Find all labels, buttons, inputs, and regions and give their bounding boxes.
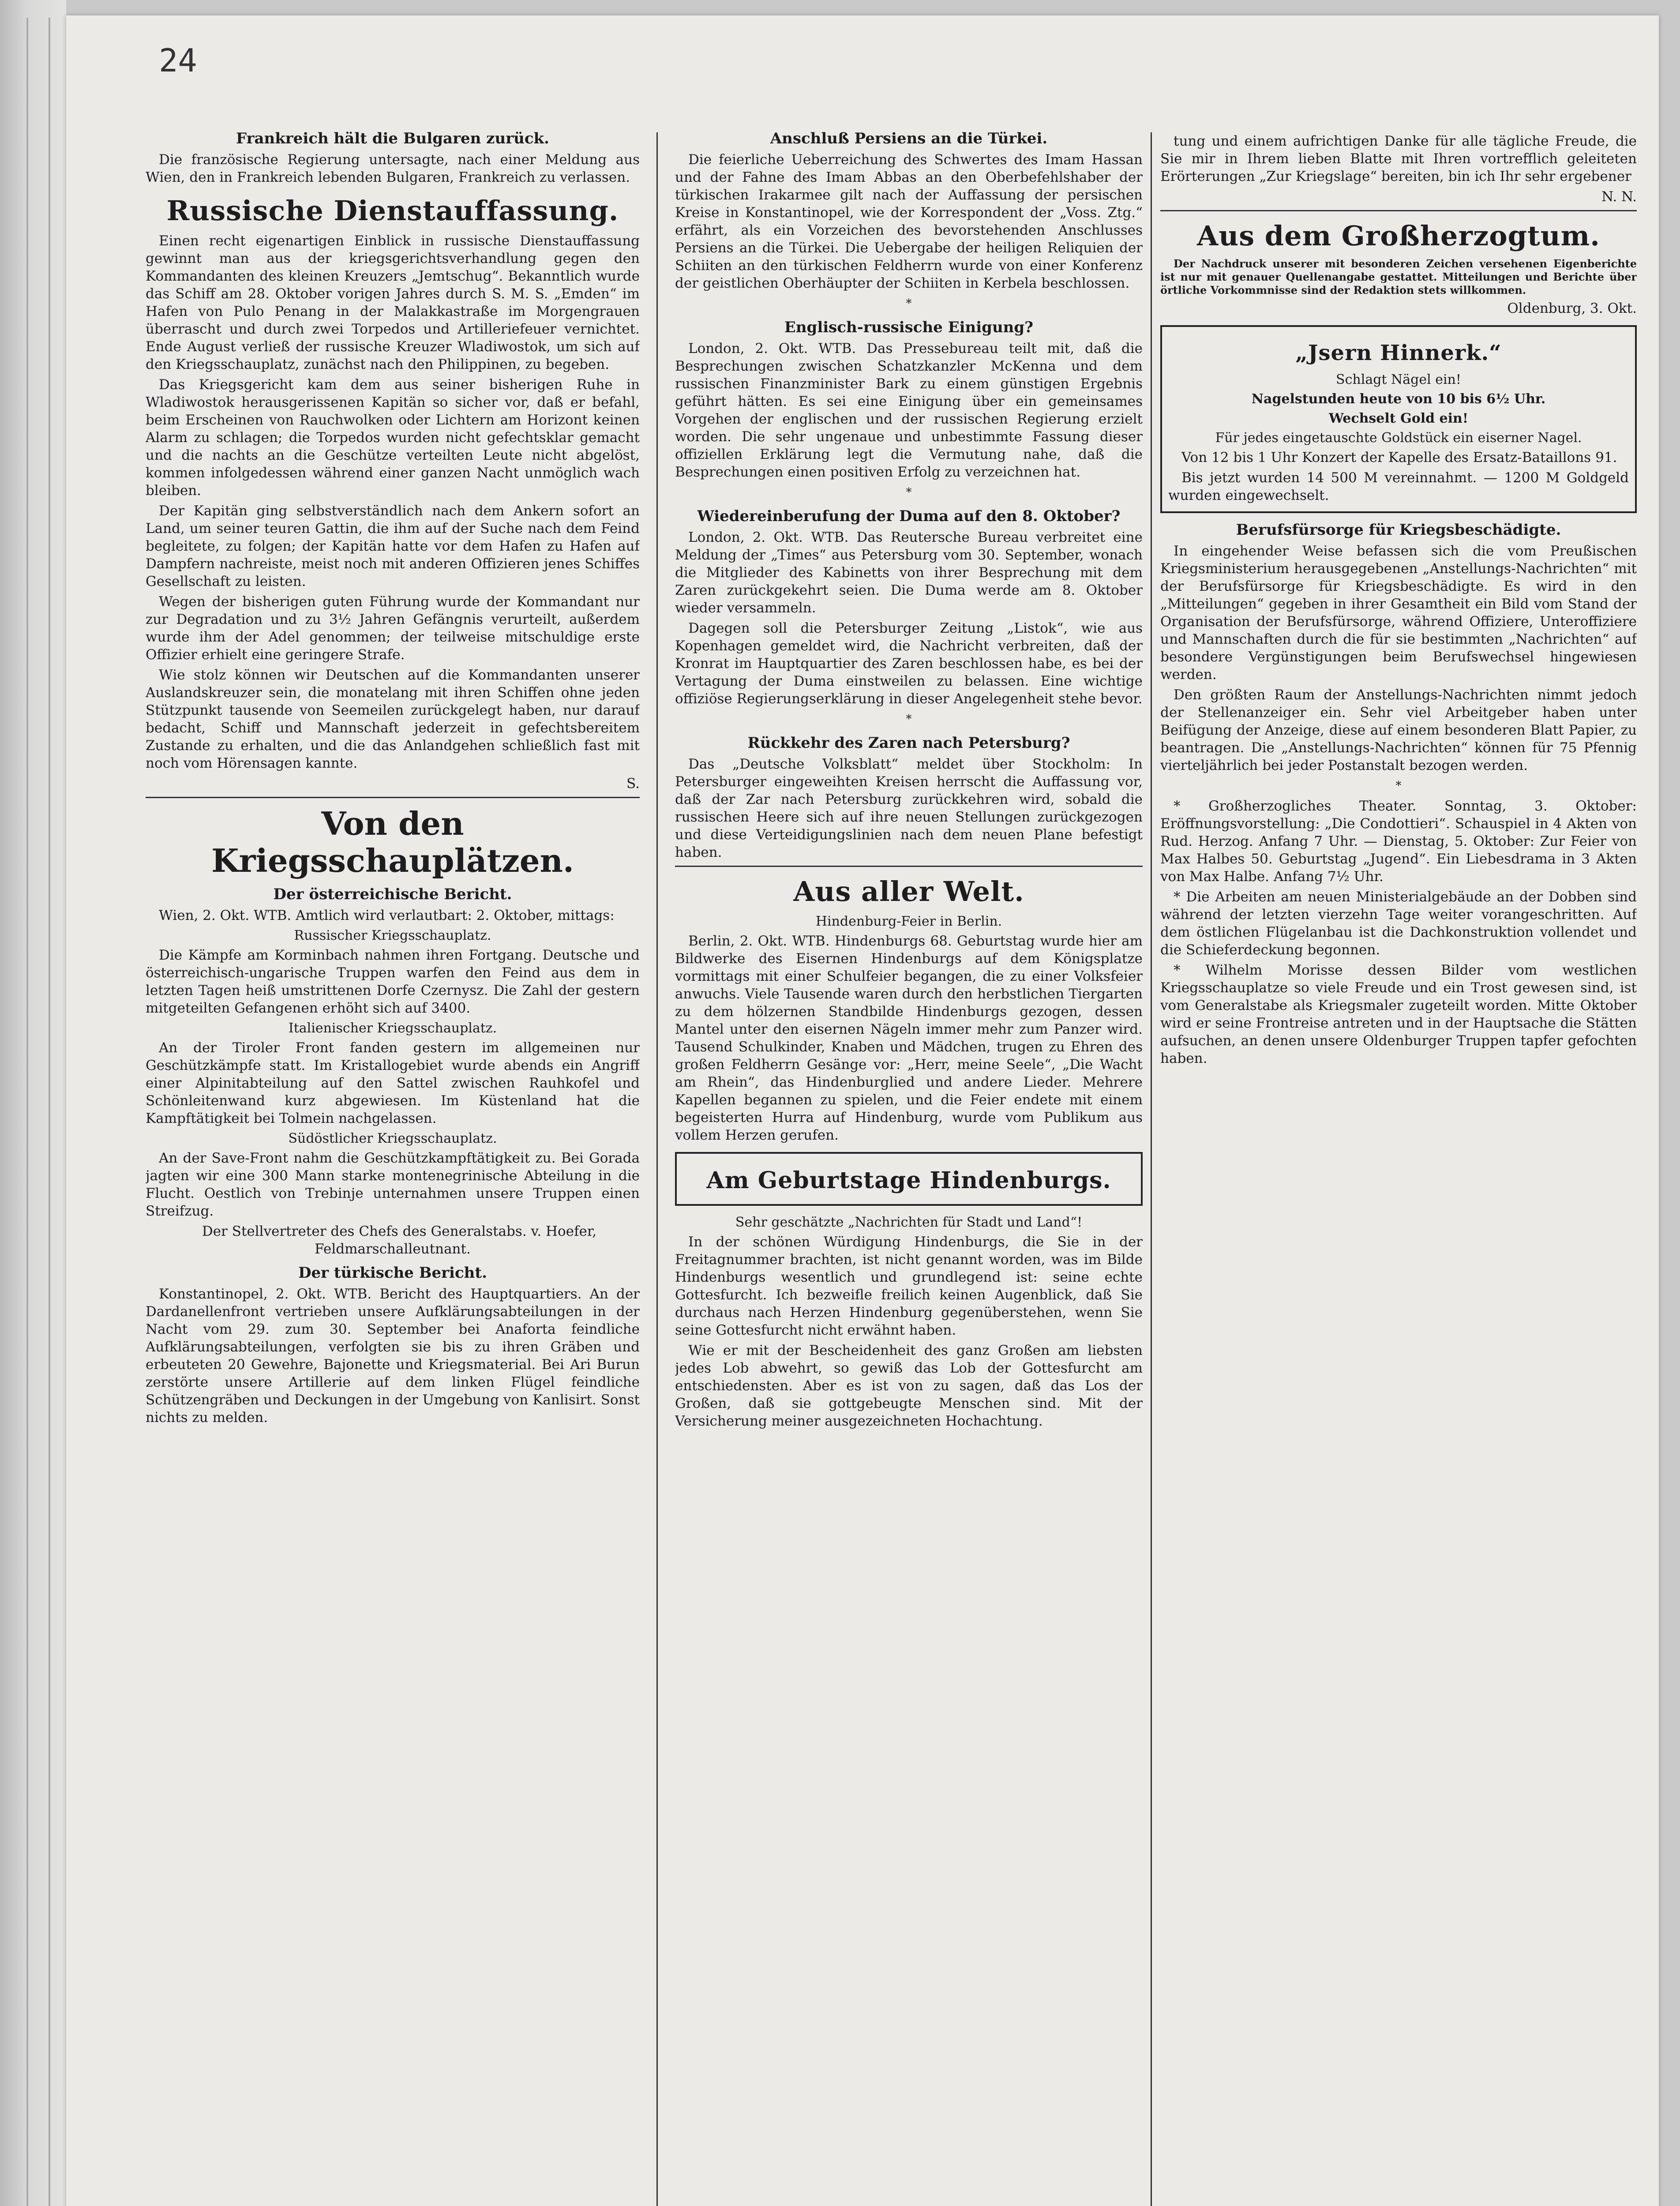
notice-line: Nagelstunden heute von 10 bis 6½ Uhr. (1251, 391, 1546, 407)
article-text: Wie stolz können wir Deutschen auf die Kommandanten unserer Auslandskreuzer sein, die monatelang mit ihren Schiffen ohne jeden Stützpunkt tausende von Seemeilen zurückgelegt haben, nur darauf bedacht, Schiff und Mannschaft jederzeit in gefechtsbereitem Zustande zu erhalten, und die das Anlandgehen schließlich fast mit noch vom Hörensagen kannte. (146, 667, 640, 771)
article-heading: Der türkische Bericht. (298, 1264, 487, 1282)
article-text: Wien, 2. Okt. WTB. Amtlich wird verlautbart: 2. Oktober, mittags: (159, 908, 615, 923)
article-text: * Wilhelm Morisse dessen Bilder vom westlichen Kriegsschauplatze so viele Freude und ein Trost gewesen sind, ist vom Generalstabe als Kriegsmaler zugeteilt worden. Mitte Oktober wird er seine Frontreise antreten und in der Hauptsache die Stätten aufsuchen, an denen unsere Oldenburger Truppen tapfer gefochten haben. (1160, 962, 1637, 1066)
separator-star: * (906, 713, 912, 726)
page-edge (0, 0, 66, 2206)
signature: Der Stellvertreter des Chefs des Generalstabs. v. Hoefer, Feldmarschalleutnant. (202, 1223, 597, 1257)
notice-heading: „Jsern Hinnerk.“ (1295, 341, 1502, 365)
article-heading: Frankreich hält die Bulgaren zurück. (236, 130, 549, 147)
notice-line: Schlagt Nägel ein! (1336, 372, 1461, 387)
article-text: Konstantinopel, 2. Okt. WTB. Bericht des Hauptquartiers. An der Dardanellenfront vertrieben unsere Aufklärungsabteilungen in der Nacht vom 29. zum 30. September bei Anaforta feindliche Aufklärungsabteilungen, verfolgten sie bis zu ihren Gräben und erbeuteten 20 Gewehre, Bajonette und Kriegsmaterial. Bei Ari Burun zerstörte unsere Artillerie auf dem linken Flügel feindliche Schützengräben und Deckungen in der Umgebung von Kanlisirt. Sonst nichts zu melden. (146, 1286, 640, 1426)
separator-star: * (906, 297, 912, 310)
divider (146, 797, 640, 798)
notice-text: Von 12 bis 1 Uhr Konzert der Kapelle des Ersatz-Bataillons 91. (1181, 450, 1617, 465)
article-text: * Die Arbeiten am neuen Ministerialgebäude an der Dobben sind während der letzten vierzehn Tage weiter vorangeschritten. Auf dem östlichen Flügelanbau ist die Dachkonstruktion vollendet und die Schieferdeckung begonnen. (1160, 889, 1637, 958)
subheading: Russischer Kriegsschauplatz. (294, 928, 491, 943)
article-text: Das „Deutsche Volksblatt“ meldet über Stockholm: In Petersburger eingeweihten Kreisen herrscht die Auffassung vor, daß der Zar nach Petersburg zurückkehren wird, sobald die russischen Heere sich auf ihre neuen Stellungen zurückgezogen und diese Verteidigungslinien nach dem neuen Plane befestigt haben. (675, 756, 1143, 860)
column-3 (1160, 132, 1637, 2206)
column-rule (656, 132, 658, 2206)
article-heading: Der österreichische Bericht. (273, 885, 512, 903)
article-text: Dagegen soll die Petersburger Zeitung „Listok“, wie aus Kopenhagen gemeldet wird, die Nachricht verbreiten, daß der Kronrat im Hauptquartier des Zaren beschlossen habe, es bei der Vertagung der Duma einstweilen zu belassen. Eine wichtige offiziöse Regierungserklärung in dieser Angelegenheit stehe bevor. (675, 620, 1143, 707)
column-1 (146, 124, 640, 2206)
article-text: An der Save-Front nahm die Geschützkampftätigkeit zu. Bei Gorada jagten wir eine 300 Mann starke montenegrinische Abteilung in die Flucht. Oestlich von Trebinje unternahmen unsere Truppen einen Streifzug. (146, 1150, 640, 1219)
article-text: Die Kämpfe am Korminbach nahmen ihren Fortgang. Deutsche und österreichisch-ungarische Truppen warfen den Feind aus dem in letzten Tagen heiß umstrittenen Dorfe Czernysz. Die Zahl der gestern mitgeteilten Gefangenen erhöht sich auf 3400. (146, 947, 640, 1016)
section-heading: Aus aller Welt. (793, 875, 1024, 908)
article-text: Den größten Raum der Anstellungs-Nachrichten nimmt jedoch der Stellenanzeiger ein. Sehr viel Arbeitgeber haben unter Beifügung der Anzeige, diese auf einem besonderen Blatt Papier, zu beantragen. Die „Anstellungs-Nachrichten“ können für 75 Pfennig vierteljährlich bei jeder Postanstalt bezogen werden. (1160, 687, 1637, 773)
article-text: Die feierliche Ueberreichung des Schwertes des Imam Hassan und der Fahne des Imam Abbas an den Oberbefehlshaber der türkischen Irakarmee gilt nach der Auffassung der persischen Kreise in Konstantinopel, wie der Korrespondent der „Voss. Ztg.“ erfährt, als ein Vorzeichen des bevorstehenden Anschlusses Persiens an die Türkei. Die Uebergabe der heiligen Reliquien der Schiiten an den türkischen Feldherrn wurde von einer Konferenz der geistlichen Oberhäupter der Schiiten in Kerbela beschlossen. (675, 152, 1143, 291)
article-text: London, 2. Okt. WTB. Das Reutersche Bureau verbreitet eine Meldung der „Times“ aus Petersburg vom 30. September, wonach die Mitglieder des Kabinetts von ihrer Besprechung mit dem Zaren zurückgekehrt seien. Die Duma werde am 8. Oktober wieder versammeln. (675, 529, 1143, 616)
article-text: In eingehender Weise befassen sich die vom Preußischen Kriegsministerium herausgegebenen „Anstellungs-Nachrichten“ mit der Berufsfürsorge für Kriegsbeschädigte. Es wird in den „Mitteilungen“ gegeben in ihrer Gesamtheit ein Bild vom Stand der Organisation der Berufsfürsorge, während Offiziere, Unteroffiziere und Mannschaften durch die für sie bestimmten „Nachrichten“ auf besondere Vergünstigungen beim Berufswechsel hingewiesen werden. (1160, 543, 1637, 683)
subheading: Südöstlicher Kriegsschauplatz. (288, 1131, 497, 1146)
article-heading: Rückkehr des Zaren nach Petersburg? (747, 734, 1070, 752)
boxed-article (675, 1152, 1143, 1206)
separator-star: * (906, 486, 912, 499)
notice-text: Bis jetzt wurden 14 500 M vereinnahmt. — 1200 M Goldgeld wurden eingewechselt. (1168, 470, 1629, 503)
article-text: tung und einem aufrichtigen Danke für alle tägliche Freude, die Sie mir in Ihrem lieben Blatte mit Ihren vortrefflich geleiteten Erörterungen „Zur Kriegslage“ bereiten, bin ich Ihr sehr ergebener (1160, 133, 1637, 184)
article-text: Wie er mit der Bescheidenheit des ganz Großen am liebsten jedes Lob abwehrt, so gewiß das Lob der Gottesfurcht am entschiedensten. Aber es ist von zu sagen, daß das Los der Großen, daß sie gottgebeugte Menschen sind. Mit der Versicherung meiner ausgezeichneten Hochachtung. (675, 1343, 1143, 1429)
article-text: London, 2. Okt. WTB. Das Pressebureau teilt mit, daß die Besprechungen zwischen Schatzkanzler McKenna und dem russischen Finanzminister Bark zu einem günstigen Ergebnis geführt hätten. Es sei eine Einigung über ein gemeinsames Vorgehen der englischen und der russischen Regierung erzielt worden. Die sehr ungenaue und unbestimmte Fassung dieser offiziellen Erklärung legt die Vermutung nahe, daß die Besprechungen einen positiven Erfolg zu verzeichnen hat. (675, 341, 1143, 480)
signature: N. N. (1601, 189, 1637, 205)
article-heading: Russische Dienstauffassung. (166, 195, 619, 227)
page-number: 24 (159, 42, 197, 79)
signature: S. (626, 776, 640, 792)
column-rule (1151, 132, 1152, 2206)
article-heading: Englisch-russische Einigung? (784, 319, 1034, 336)
article-text: An der Tiroler Front fanden gestern im allgemeinen nur Geschützkämpfe statt. Im Kristallogebiet wurde abends ein Angriff einer Alpinitabteilung auf den Sattel zwischen Rauhkofel und Schönleitenwand kurz abgewiesen. Im Küstenland hat die Kampftätigkeit bei Tolmein nachgelassen. (146, 1040, 640, 1126)
separator-star: * (1395, 779, 1402, 792)
article-heading: Wiedereinberufung der Duma auf den 8. Oktober? (697, 507, 1121, 525)
article-text: Die französische Regierung untersagte, nach einer Meldung aus Wien, den in Frankreich lebenden Bulgaren, Frankreich zu verlassen. (146, 152, 640, 185)
article-text: Das Kriegsgericht kam dem aus seiner bisherigen Ruhe in Wladiwostok herausgerissenen Kapitän so sicher vor, daß er befahl, beim Erscheinen von Rauchwolken oder Lichtern am Horizont keinen Alarm zu schlagen; die Torpedos wurden nicht gefechtsklar gemacht und die nachts an die Geschütze verteilten Leute nicht abgelöst, kommen infolgedessen während einer ganzen Nacht unmöglich wach bleiben. (146, 377, 640, 499)
article-text: Wegen der bisherigen guten Führung wurde der Kommandant nur zur Degradation und zu 3½ Jahren Gefängnis verurteilt, außerdem wurde ihm der Adel genommen; der teilweise mitschuldige erste Offizier erhielt eine geringere Strafe. (146, 594, 640, 663)
notice-text: Der Nachdruck unserer mit besonderen Zeichen versehenen Eigenberichte ist nur mit genauer Quellenangabe gestattet. Mitteilungen und Berichte über örtliche Vorkommnisse sind der Redaktion stets willkommen. (1160, 257, 1637, 296)
article-text: Berlin, 2. Okt. WTB. Hindenburgs 68. Geburtstag wurde hier am Bildwerke des Eisernen Hindenburgs auf dem Königsplatze vormittags mit einer Schulfeier begangen, die zu einer Volksfeier anwuchs. Viele Tausende waren durch den herbstlichen Tiergarten zu dem hölzernen Standbilde Hindenburgs gezogen, dessen Mantel unter den eisernen Nägeln immer mehr zum Panzer wird. Tausend Schulkinder, Knaben und Mädchen, trugen zu Ehren des großen Feldherrn Gesänge vor: „Herr, meine Seele“, „Die Wacht am Rhein“, das Hindenburglied und andere Lieder. Mehrere Kapellen begannen zu spielen, und die Feier endete mit einem begeisterten Hurra auf Hindenburg, wurde vom Publikum aus vollem Herzen gerufen. (675, 933, 1143, 1143)
divider (1160, 210, 1637, 211)
article-heading: Anschluß Persiens an die Türkei. (770, 130, 1048, 147)
subheading: Italienischer Kriegsschauplatz. (288, 1020, 497, 1036)
article-text: Einen recht eigenartigen Einblick in russische Dienstauffassung gewinnt man aus der kriegsgerichtsverhandlung gegen den Kommandanten des kleinen Kreuzers „Jemtschug“. Bekanntlich wurde das Schiff am 28. Oktober vorigen Jahres durch S. M. S. „Emden“ im Hafen von Pulo Penang in der Malakkastraße im Morgengrauen überrascht und durch zwei Torpedos und Artilleriefeuer vernichtet. Ende August verließ der russische Kreuzer Wladiwostok, um sich auf den Kriegsschauplatz, zunächst nach den Philippinen, zu begeben. (146, 233, 640, 372)
dateline: Oldenburg, 3. Okt. (1507, 300, 1637, 316)
article-heading: Berufsfürsorge für Kriegsbeschädigte. (1236, 521, 1561, 539)
section-heading: Von den Kriegsschauplätzen. (211, 805, 574, 879)
article-heading: Am Geburtstage Hindenburgs. (706, 1167, 1111, 1194)
article-text: In der schönen Würdigung Hindenburgs, die Sie in der Freitagnummer brachten, ist nicht genannt worden, was im Bilde Hindenburgs wesentlich und grundlegend ist: seine echte Gottesfurcht. Ich bezweifle freilich keinen Augenblick, daß Sie durchaus nach Herzen Hindenburg gegenüberstehen, wenn Sie seine Gottesfurcht nicht erwähnt haben. (675, 1234, 1143, 1338)
article-text: Der Kapitän ging selbstverständlich nach dem Ankern sofort an Land, um seiner teuren Gattin, die ihm auf der Suche nach dem Feind begleitete, zu folgen; der Kapitän hatte vor dem Hafen zu Hafen auf Dampfern nachreiste, meist noch mit anderen Offizieren jenes Schiffes Gesellschaft zu leisten. (146, 503, 640, 589)
subheading: Sehr geschätzte „Nachrichten für Stadt und Land“! (735, 1215, 1083, 1230)
article-text: * Großherzogliches Theater. Sonntag, 3. Oktober: Eröffnungsvorstellung: „Die Condottieri“. Schauspiel in 4 Akten von Rud. Herzog. Anfang 7 Uhr. — Dienstag, 5. Oktober: Zur Feier von Max Halbes 50. Geburtstag „Jugend“. Ein Liebesdrama in 3 Akten von Max Halbe. Anfang 7½ Uhr. (1160, 798, 1637, 885)
divider (675, 866, 1143, 867)
section-heading: Aus dem Großherzogtum. (1197, 220, 1600, 252)
boxed-notice (1160, 325, 1637, 513)
column-2 (675, 124, 1143, 2206)
notice-line: Für jedes eingetauschte Goldstück ein eiserner Nagel. (1215, 430, 1582, 446)
subheading: Hindenburg-Feier in Berlin. (815, 914, 1002, 929)
notice-line: Wechselt Gold ein! (1329, 411, 1468, 426)
